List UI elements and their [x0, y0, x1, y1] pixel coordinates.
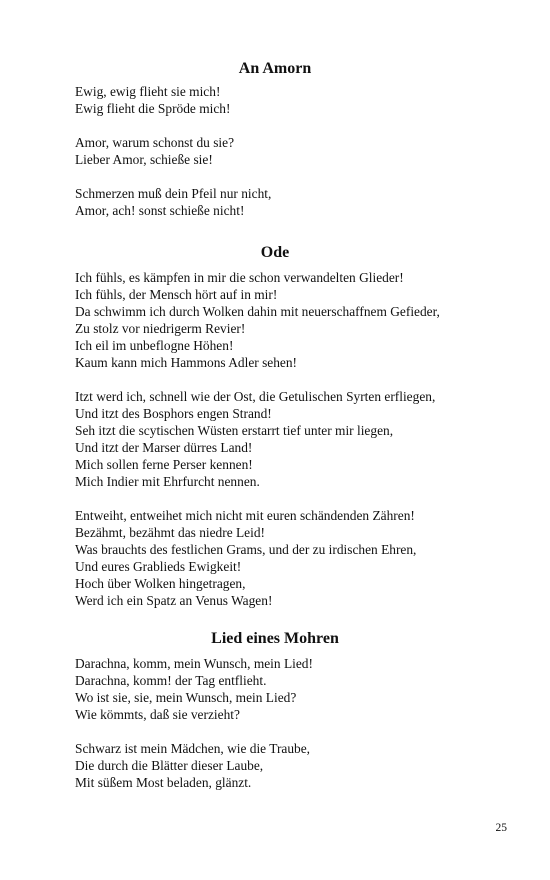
verse-line: Mit süßem Most beladen, glänzt.	[75, 775, 252, 790]
verse-line: Werd ich ein Spatz an Venus Wagen!	[75, 593, 273, 608]
verse-line: Ich fühls, der Mensch hört auf in mir!	[75, 287, 278, 302]
verse-line: Amor, ach! sonst schieße nicht!	[75, 203, 245, 218]
verse-line: Die durch die Blätter dieser Laube,	[75, 758, 264, 773]
verse-line: Und itzt des Bosphors engen Strand!	[75, 406, 272, 421]
poem-title-an-amorn: An Amorn	[238, 60, 312, 77]
verse-line: Kaum kann mich Hammons Adler sehen!	[75, 355, 298, 370]
verse-line: Ewig, ewig flieht sie mich!	[75, 84, 221, 99]
verse-line: Zu stolz vor niedrigerm Revier!	[75, 321, 246, 336]
verse-line: Schmerzen muß dein Pfeil nur nicht,	[75, 186, 272, 201]
poem-title-ode: Ode	[260, 244, 290, 261]
verse-line: Bezähmt, bezähmt das niedre Leid!	[75, 525, 265, 540]
stanza-ode-2	[75, 388, 535, 490]
verse-line: Itzt werd ich, schnell wie der Ost, die Getulischen Syrten erfliegen,	[75, 389, 436, 404]
verse-line: Darachna, komm, mein Wunsch, mein Lied!	[75, 656, 313, 671]
verse-line: Und eures Grablieds Ewigkeit!	[75, 559, 242, 574]
stanza-ode-3	[75, 507, 535, 609]
verse-line: Was brauchts des festlichen Grams, und der zu irdischen Ehren,	[75, 542, 417, 557]
verse-line: Darachna, komm! der Tag entflieht.	[75, 673, 267, 688]
verse-line: Ewig flieht die Spröde mich!	[75, 101, 231, 116]
stanza-an-amorn-2	[75, 134, 535, 168]
page-number: 25	[495, 822, 507, 834]
poem-title-lied-eines-mohren: Lied eines Mohren	[211, 630, 339, 647]
verse-line: Schwarz ist mein Mädchen, wie die Traube,	[75, 741, 311, 756]
verse-line: Ich eil im unbeflogne Höhen!	[75, 338, 234, 353]
verse-line: Wie kömmts, daß sie verzieht?	[75, 707, 240, 722]
stanza-mohren-2	[75, 740, 535, 791]
stanza-ode-1	[75, 269, 535, 371]
stanza-an-amorn-3	[75, 185, 535, 219]
verse-line: Ich fühls, es kämpfen in mir die schon verwandelten Glieder!	[75, 270, 404, 285]
stanza-mohren-1	[75, 655, 535, 723]
verse-line: Amor, warum schonst du sie?	[75, 135, 235, 150]
verse-line: Da schwimm ich durch Wolken dahin mit neuerschaffnem Gefieder,	[75, 304, 440, 319]
verse-line: Entweiht, entweihet mich nicht mit euren schändenden Zähren!	[75, 508, 415, 523]
verse-line: Seh itzt die scytischen Wüsten erstarrt tief unter mir liegen,	[75, 423, 394, 438]
verse-line: Wo ist sie, sie, mein Wunsch, mein Lied?	[75, 690, 297, 705]
stanza-an-amorn-1	[75, 83, 535, 117]
verse-line: Mich Indier mit Ehrfurcht nennen.	[75, 474, 260, 489]
verse-line: Hoch über Wolken hingetragen,	[75, 576, 246, 591]
verse-line: Lieber Amor, schieße sie!	[75, 152, 213, 167]
verse-line: Und itzt der Marser dürres Land!	[75, 440, 253, 455]
verse-line: Mich sollen ferne Perser kennen!	[75, 457, 253, 472]
